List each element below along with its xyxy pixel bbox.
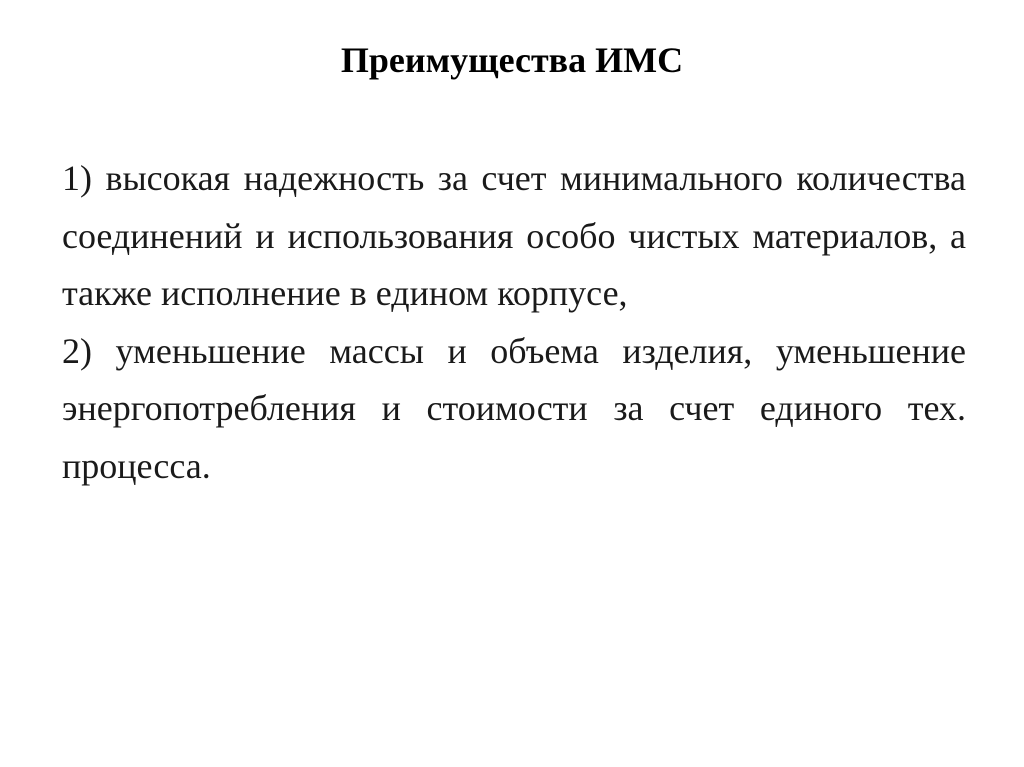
slide-body bbox=[62, 150, 966, 495]
advantage-point-1: 1) высокая надежность за счет минимального количества соединений и использования особо чистых материалов, а также исполнение в едином корпусе, bbox=[62, 158, 966, 313]
slide-title: Преимущества ИМС bbox=[340, 40, 684, 80]
advantage-point-2: 2) уменьшение массы и объема изделия, уменьшение энергопотребления и стоимости за счет единого тех. процесса. bbox=[62, 330, 966, 486]
